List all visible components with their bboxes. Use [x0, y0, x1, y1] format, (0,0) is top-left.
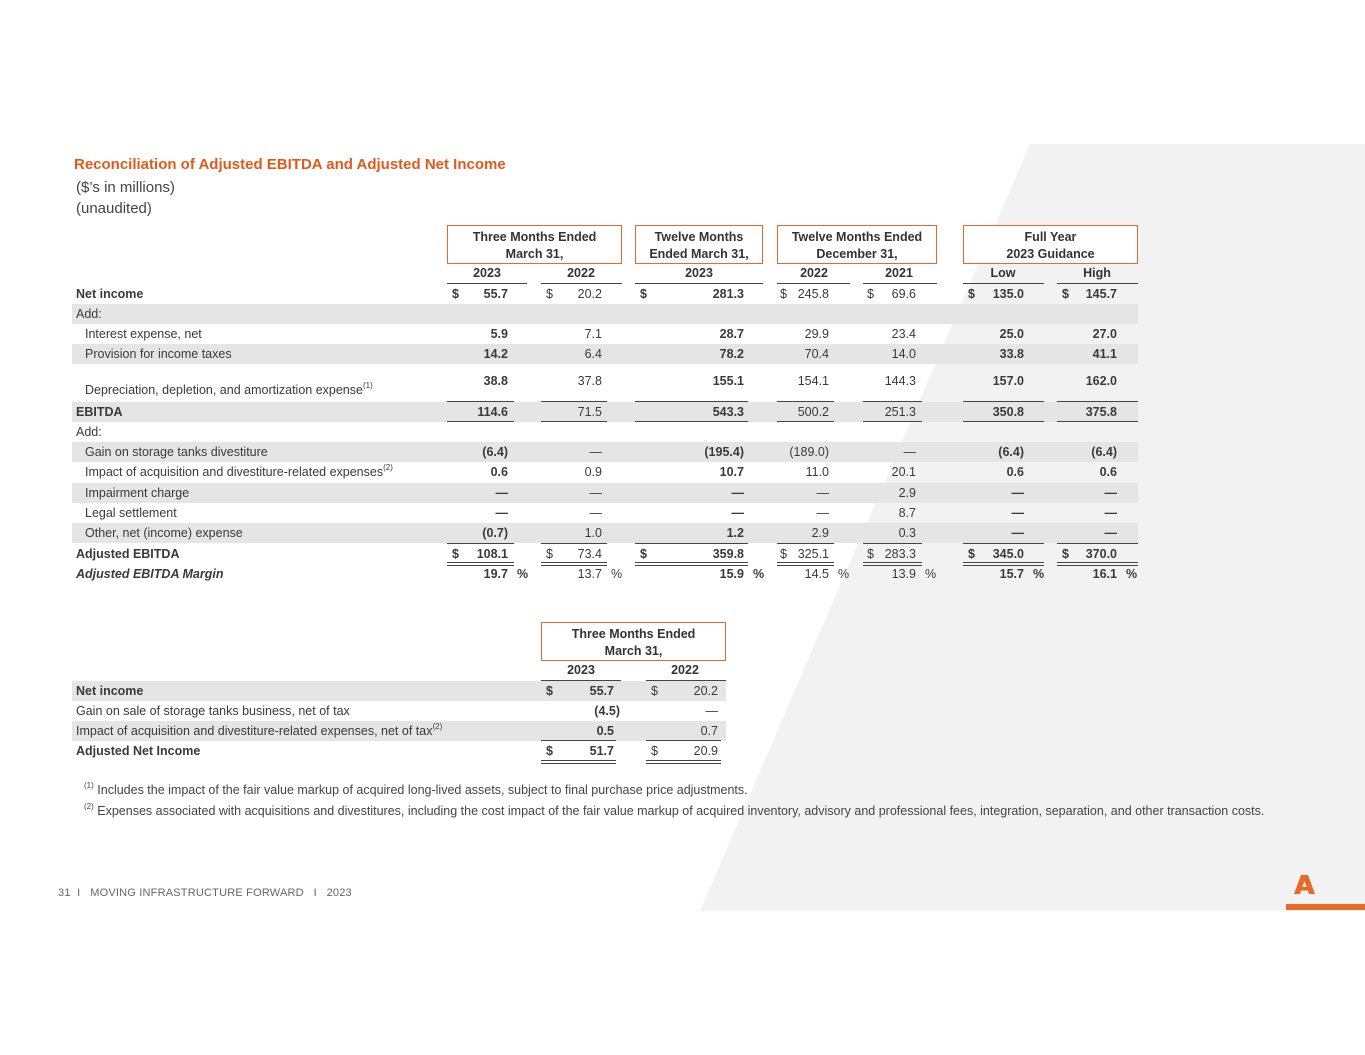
value-cell: 283.3 [884, 547, 916, 561]
rule-line [777, 421, 834, 422]
value-cell: — [816, 486, 829, 500]
value-cell: 345.0 [992, 547, 1024, 561]
row-label [85, 526, 243, 540]
row-label-text: Add: [76, 425, 102, 439]
dollar-sign: $ [867, 287, 874, 301]
table2-header-three-months [541, 622, 726, 661]
dollar-sign: $ [546, 287, 553, 301]
percent-sign: % [1126, 567, 1138, 581]
table2-row-label [76, 684, 143, 698]
row-label-text: Adjusted EBITDA Margin [76, 567, 224, 581]
dollar-sign: $ [780, 287, 787, 301]
row-label-text: Add: [76, 307, 102, 321]
dollar-sign: $ [968, 287, 975, 301]
rule-line [863, 401, 922, 402]
header-twelve-dec-line2: December 31, [816, 247, 898, 261]
value-cell: (6.4) [1091, 445, 1117, 459]
dollar-sign: $ [651, 684, 658, 698]
value-cell: 114.6 [477, 405, 508, 419]
value-cell: — [1104, 526, 1117, 540]
value-cell: 10.7 [719, 465, 744, 479]
row-label-text: Gain on storage tanks divestiture [85, 445, 268, 459]
value-cell: 325.1 [797, 547, 829, 561]
rule-line [963, 543, 1044, 544]
header-twelve-march-line1: Twelve Months [654, 230, 744, 244]
rule-line [447, 543, 514, 544]
row-label-text: Adjusted EBITDA [76, 547, 180, 561]
row-label [85, 445, 268, 459]
rule-line [541, 562, 607, 566]
percent-sign: % [517, 567, 529, 581]
value-cell: (6.4) [482, 445, 508, 459]
row-label-text: Other, net (income) expense [85, 526, 243, 540]
value-cell: 370.0 [1085, 547, 1117, 561]
value-cell: 281.3 [712, 287, 744, 301]
header-twelve-march [635, 225, 763, 264]
value-cell: 359.8 [712, 547, 744, 561]
value-cell: (0.7) [482, 526, 508, 540]
row-label [76, 307, 102, 321]
row-label-text: Impact of acquisition and divestiture-related expenses [85, 465, 384, 479]
table2-row-label [76, 704, 350, 718]
value-cell: 144.3 [884, 374, 916, 388]
value-cell: 2.9 [898, 486, 916, 500]
rule-line [541, 543, 607, 544]
rule-line [1057, 421, 1138, 422]
row-label [85, 383, 373, 397]
row-label-text: Provision for income taxes [85, 347, 232, 361]
value-cell: — [1011, 526, 1024, 540]
table-row [72, 422, 1138, 442]
value-cell: 15.9 [719, 567, 744, 581]
row-label [85, 465, 393, 479]
rule-line [635, 562, 748, 566]
row-label-text: Net income [76, 287, 144, 301]
header-twelve-dec-line1: Twelve Months Ended [791, 230, 923, 244]
value-cell: — [589, 445, 602, 459]
value-cell: 145.7 [1085, 287, 1117, 301]
value-cell: 350.8 [992, 405, 1024, 419]
value-cell: 157.0 [992, 374, 1024, 388]
value-cell: — [589, 486, 602, 500]
rule-line [863, 421, 922, 422]
header-twelve-march-line2: Ended March 31, [649, 247, 749, 261]
value-cell: 33.8 [999, 347, 1024, 361]
percent-sign: % [838, 567, 850, 581]
header-full-year-guidance [963, 225, 1138, 264]
unaudited-subtitle: (unaudited) [76, 200, 152, 217]
year-header-2: 2023 [685, 266, 713, 280]
footer-tagline: MOVING INFRASTRUCTURE FORWARD [90, 887, 304, 899]
row-label-text: Depreciation, depletion, and amortization expense [85, 383, 363, 397]
year-header-0: 2023 [473, 266, 501, 280]
row-label [85, 347, 232, 361]
value-cell: 55.7 [483, 287, 508, 301]
value-cell: 37.8 [577, 374, 602, 388]
value-cell: 14.0 [891, 347, 916, 361]
table2-row-label-text: Net income [76, 684, 144, 698]
value-cell: 25.0 [999, 327, 1024, 341]
table2-row-label-text: Impact of acquisition and divestiture-related expenses, net of tax [76, 724, 433, 738]
dollar-sign: $ [546, 744, 553, 758]
rule-line [963, 401, 1044, 402]
value-cell: 27.0 [1092, 327, 1117, 341]
value-cell: — [495, 486, 508, 500]
value-cell: 543.3 [712, 405, 744, 419]
percent-sign: % [1033, 567, 1045, 581]
page-footer [58, 887, 352, 899]
row-footnote-mark: (1) [362, 381, 373, 390]
rule-line [1057, 401, 1138, 402]
percent-sign: % [925, 567, 937, 581]
rule-line [777, 543, 834, 544]
rule-line [541, 740, 616, 741]
footnote-2-text: Expenses associated with acquisitions and divestitures, including the cost impact of the fair value markup of acquired inventory, advisory and professional fees, integration, separation, and other transaction costs. [97, 804, 1265, 818]
rule-line [541, 421, 607, 422]
dollar-sign: $ [452, 547, 459, 561]
dollar-sign: $ [1062, 287, 1069, 301]
percent-sign: % [611, 567, 623, 581]
table2-row-label-text: Adjusted Net Income [76, 744, 201, 758]
value-cell: 11.0 [805, 465, 829, 479]
table2-value-cell: 20.2 [693, 684, 718, 698]
rule-line [447, 562, 514, 566]
value-cell: 2.9 [811, 526, 829, 540]
value-cell: 70.4 [804, 347, 829, 361]
row-label [76, 567, 223, 581]
percent-sign: % [753, 567, 765, 581]
row-label [85, 506, 177, 520]
rule-line [541, 760, 616, 764]
value-cell: (195.4) [704, 445, 744, 459]
row-label [76, 287, 143, 301]
row-label [85, 327, 202, 341]
footnote-2 [84, 804, 1264, 818]
year-header-4: 2021 [885, 266, 913, 280]
page-number: 31 [58, 887, 71, 899]
rule-line [646, 760, 721, 764]
rule-line [447, 401, 514, 402]
company-a-logo-icon [1284, 868, 1365, 912]
rule-line [447, 421, 514, 422]
year-header-6: High [1083, 266, 1111, 280]
value-cell: 155.1 [712, 374, 744, 388]
row-label [76, 547, 179, 561]
value-cell: 375.8 [1085, 405, 1117, 419]
footnote-1-mark: (1) [84, 781, 94, 790]
table2-value-cell: 55.7 [589, 684, 614, 698]
value-cell: 16.1 [1092, 567, 1117, 581]
row-footnote-mark: (2) [383, 463, 393, 472]
table2-row-label [76, 724, 442, 738]
table2-row-label [76, 744, 200, 758]
row-label [85, 486, 189, 500]
dollar-sign: $ [1062, 547, 1069, 561]
table2-row [72, 681, 726, 701]
rule-line [777, 562, 834, 566]
footnote-1 [84, 783, 748, 797]
value-cell: 1.0 [584, 526, 602, 540]
rule-line [635, 543, 748, 544]
year-header-3: 2022 [800, 266, 828, 280]
value-cell: 0.6 [1006, 465, 1024, 479]
dollar-sign: $ [546, 547, 553, 561]
dollar-sign: $ [452, 287, 459, 301]
footnote-1-text: Includes the impact of the fair value markup of acquired long-lived assets, subject to final purchase price adjustments. [97, 783, 748, 797]
value-cell: 29.9 [804, 327, 829, 341]
table2-value-cell: — [705, 704, 718, 718]
value-cell: — [1011, 506, 1024, 520]
value-cell: 14.5 [804, 567, 829, 581]
footnote-2-mark: (2) [84, 802, 94, 811]
rule-line [635, 421, 748, 422]
value-cell: 251.3 [884, 405, 916, 419]
value-cell: 108.1 [476, 547, 508, 561]
value-cell: — [589, 506, 602, 520]
value-cell: 135.0 [992, 287, 1024, 301]
row-label-text: Impairment charge [85, 486, 190, 500]
value-cell: 13.7 [577, 567, 602, 581]
table2-value-cell: (4.5) [594, 704, 620, 718]
rule-line [963, 421, 1044, 422]
row-label [76, 405, 123, 419]
header-three-months [447, 225, 622, 264]
header-three-months-line2: March 31, [505, 247, 564, 261]
value-cell: 154.1 [797, 374, 829, 388]
rule-line [1057, 543, 1138, 544]
value-cell: 28.7 [719, 327, 744, 341]
row-label-text: Legal settlement [85, 506, 177, 520]
value-cell: 245.8 [797, 287, 829, 301]
value-cell: 8.7 [898, 506, 916, 520]
dollar-sign: $ [968, 547, 975, 561]
dollar-sign: $ [651, 744, 658, 758]
value-cell: — [903, 445, 916, 459]
dollar-sign: $ [640, 547, 647, 561]
table-row [72, 304, 1138, 324]
row-label [76, 425, 102, 439]
value-cell: 20.2 [577, 287, 602, 301]
value-cell: — [1104, 506, 1117, 520]
value-cell: (6.4) [998, 445, 1024, 459]
year-header-5: Low [990, 266, 1016, 280]
header-twelve-december [777, 225, 937, 264]
table2-value-cell: 0.5 [596, 724, 614, 738]
value-cell: — [1104, 486, 1117, 500]
value-cell: 23.4 [891, 327, 916, 341]
value-cell: 162.0 [1085, 374, 1117, 388]
rule-line [541, 401, 607, 402]
footer-separator: I [77, 887, 81, 899]
value-cell: 41.1 [1092, 347, 1117, 361]
table2-value-cell: 20.9 [693, 744, 718, 758]
rule-line [646, 740, 721, 741]
value-cell: 20.1 [891, 465, 916, 479]
value-cell: 0.6 [1099, 465, 1117, 479]
dollar-sign: $ [640, 287, 647, 301]
value-cell: 13.9 [891, 567, 916, 581]
value-cell: 7.1 [584, 327, 602, 341]
value-cell: 38.8 [483, 374, 508, 388]
value-cell: 5.9 [490, 327, 508, 341]
value-cell: — [731, 506, 744, 520]
value-cell: 19.7 [483, 567, 508, 581]
value-cell: — [1011, 486, 1024, 500]
value-cell: — [816, 506, 829, 520]
dollar-sign: $ [780, 547, 787, 561]
rule-line [777, 401, 834, 402]
value-cell: — [731, 486, 744, 500]
page-title: Reconciliation of Adjusted EBITDA and Adjusted Net Income [74, 156, 506, 173]
table2-header-line2: March 31, [604, 644, 663, 658]
value-cell: 73.4 [577, 547, 602, 561]
row-label-text: Interest expense, net [85, 327, 202, 341]
table2-value-cell: 51.7 [589, 744, 614, 758]
value-cell: 78.2 [719, 347, 744, 361]
value-cell: 14.2 [483, 347, 508, 361]
dollar-sign: $ [546, 684, 553, 698]
table2-year-header: 2022 [671, 663, 699, 677]
rule-line [635, 401, 748, 402]
year-header-1: 2022 [567, 266, 595, 280]
table2-row-label-text: Gain on sale of storage tanks business, net of tax [76, 704, 350, 718]
units-subtitle: ($’s in millions) [76, 179, 175, 196]
value-cell: 69.6 [891, 287, 916, 301]
rule-line [863, 562, 922, 566]
value-cell: 1.2 [726, 526, 744, 540]
value-cell: 6.4 [584, 347, 602, 361]
table2-year-header: 2023 [567, 663, 595, 677]
value-cell: — [495, 506, 508, 520]
rule-line [963, 562, 1044, 566]
value-cell: 0.3 [898, 526, 916, 540]
value-cell: 0.6 [490, 465, 508, 479]
rule-line [863, 543, 922, 544]
header-three-months-line1: Three Months Ended [472, 230, 597, 244]
footer-year: 2023 [326, 887, 352, 899]
value-cell: (189.0) [789, 445, 829, 459]
rule-line [1057, 562, 1138, 566]
value-cell: 0.9 [584, 465, 602, 479]
table2-header-line1: Three Months Ended [571, 627, 696, 641]
value-cell: 71.5 [577, 405, 602, 419]
table2-value-cell: 0.7 [700, 724, 718, 738]
row-label-text: EBITDA [76, 405, 123, 419]
dollar-sign: $ [867, 547, 874, 561]
value-cell: 500.2 [797, 405, 829, 419]
header-full-year-line1: Full Year [1024, 230, 1077, 244]
footer-separator-2: I [313, 887, 317, 899]
table2-footnote-mark: (2) [432, 722, 443, 731]
header-full-year-line2: 2023 Guidance [1006, 247, 1095, 261]
value-cell: 15.7 [999, 567, 1024, 581]
